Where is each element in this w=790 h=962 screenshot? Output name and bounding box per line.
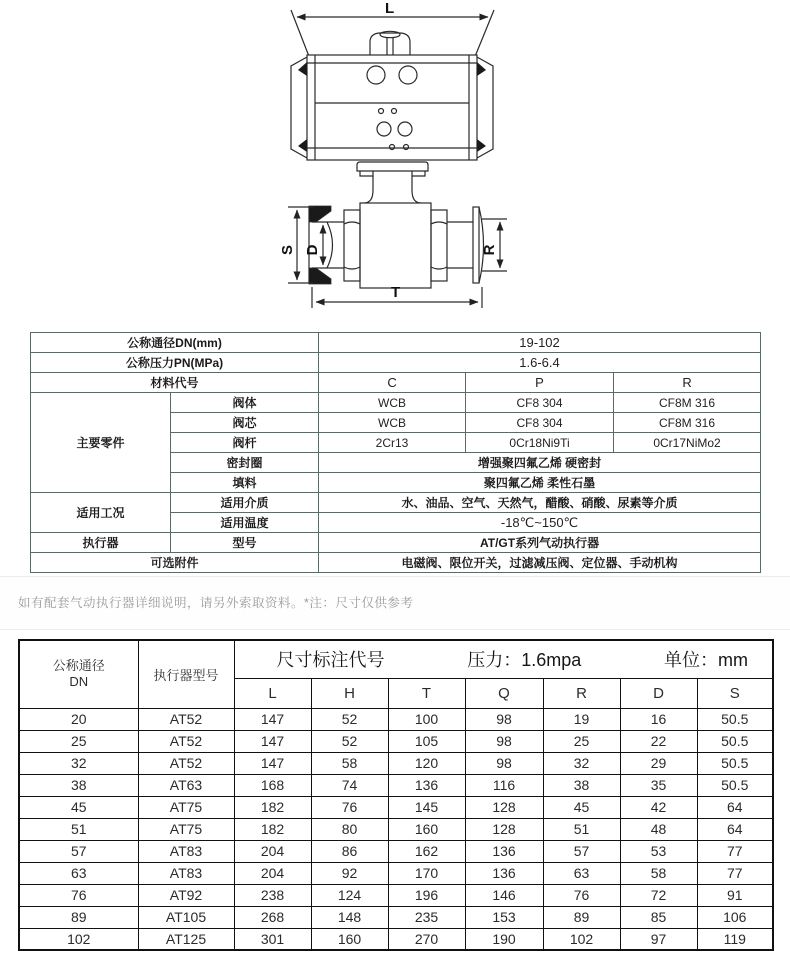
table-cell: 120: [388, 752, 465, 774]
table-row: [19, 730, 773, 752]
spec-value: 19-102: [319, 333, 761, 353]
table-cell: 42: [620, 796, 697, 818]
table-cell: 128: [465, 818, 543, 840]
table-row: [19, 884, 773, 906]
table-cell: 105: [388, 730, 465, 752]
table-cell: 168: [234, 774, 311, 796]
table-cell: 63: [543, 862, 620, 884]
table-cell: 50.5: [697, 730, 773, 752]
table-cell: 136: [388, 774, 465, 796]
table-row: [19, 928, 773, 950]
spec-row-accessories: [31, 553, 761, 573]
spec-table: [30, 332, 761, 573]
table-cell: 77: [697, 862, 773, 884]
material-code-c: C: [319, 373, 466, 393]
spec-label: 填料: [171, 473, 319, 493]
dimension-table: [18, 639, 774, 951]
table-cell: 29: [620, 752, 697, 774]
table-cell: 50.5: [697, 774, 773, 796]
table-cell: 50.5: [697, 708, 773, 730]
spec-label: 适用介质: [171, 493, 319, 513]
table-cell: 238: [234, 884, 311, 906]
spec-row-material-code: [31, 373, 761, 393]
actuator-body: [307, 55, 477, 160]
table-cell: 204: [234, 840, 311, 862]
spec-value: WCB: [319, 413, 466, 433]
table-cell: 160: [388, 818, 465, 840]
table-cell: 147: [234, 708, 311, 730]
spec-value: CF8 304: [466, 393, 614, 413]
table-cell: 182: [234, 796, 311, 818]
spec-label: 密封圈: [171, 453, 319, 473]
table-cell: 35: [620, 774, 697, 796]
table-cell: 63: [19, 862, 138, 884]
table-row: [19, 752, 773, 774]
spec-value: 电磁阀、限位开关，过滤减压阀、定位器、手动机构: [319, 553, 761, 573]
table-cell: 80: [311, 818, 388, 840]
dim-title: 尺寸标注代号: [276, 650, 385, 671]
table-cell: 147: [234, 730, 311, 752]
table-cell: 86: [311, 840, 388, 862]
spec-label: 可选附件: [31, 553, 319, 573]
spec-value: 0Cr17NiMo2: [614, 433, 761, 453]
table-cell: AT52: [138, 730, 234, 752]
dim-header-actuator-model: 执行器型号: [138, 640, 234, 708]
dim-col-T: T: [388, 678, 465, 708]
table-cell: 16: [620, 708, 697, 730]
spec-label: 适用温度: [171, 513, 319, 533]
table-row: [19, 796, 773, 818]
valve-body: [309, 203, 484, 288]
spec-label: 阀体: [171, 393, 319, 413]
table-cell: 235: [388, 906, 465, 928]
table-cell: 147: [234, 752, 311, 774]
spec-group-actuator: 执行器: [31, 533, 171, 553]
spec-value: CF8M 316: [614, 393, 761, 413]
table-row: [19, 840, 773, 862]
spec-value: CF8 304: [466, 413, 614, 433]
spec-row-valve-body: [31, 393, 761, 413]
table-cell: 124: [311, 884, 388, 906]
mounting-bracket: [357, 162, 428, 203]
dim-col-S: S: [697, 678, 773, 708]
table-row: [19, 774, 773, 796]
dim-label-D: D: [304, 244, 321, 256]
table-cell: 116: [465, 774, 543, 796]
note-text: 如有配套气动执行器详细说明，请另外索取资料。*注：尺寸仅供参考: [18, 596, 414, 610]
spec-value: 2Cr13: [319, 433, 466, 453]
dim-label-S: S: [279, 244, 296, 256]
table-cell: 301: [234, 928, 311, 950]
table-cell: 148: [311, 906, 388, 928]
table-cell: 145: [388, 796, 465, 818]
table-cell: 146: [465, 884, 543, 906]
table-cell: 52: [311, 708, 388, 730]
spec-value: 增强聚四氟乙烯 硬密封: [319, 453, 761, 473]
dim-table-title-row: [19, 640, 773, 678]
table-row: [19, 862, 773, 884]
spec-label: 材料代号: [31, 373, 319, 393]
spec-value: CF8M 316: [614, 413, 761, 433]
table-cell: 98: [465, 730, 543, 752]
spec-row-medium: [31, 493, 761, 513]
spec-value: AT/GT系列气动执行器: [319, 533, 761, 553]
note-strip: [0, 576, 790, 630]
table-cell: 58: [620, 862, 697, 884]
table-row: [19, 708, 773, 730]
table-cell: 92: [311, 862, 388, 884]
table-cell: 76: [19, 884, 138, 906]
table-cell: 76: [543, 884, 620, 906]
table-cell: 51: [19, 818, 138, 840]
spec-group-main-parts: 主要零件: [31, 393, 171, 493]
table-cell: 106: [697, 906, 773, 928]
table-cell: 57: [543, 840, 620, 862]
dim-col-L: L: [234, 678, 311, 708]
table-cell: 57: [19, 840, 138, 862]
spec-row-dn: [31, 333, 761, 353]
table-cell: 32: [543, 752, 620, 774]
table-cell: 48: [620, 818, 697, 840]
spec-group-conditions: 适用工况: [31, 493, 171, 533]
dim-header-dn-line2: DN: [69, 674, 89, 690]
dim-header-title-cell: [234, 640, 773, 678]
table-cell: 190: [465, 928, 543, 950]
table-cell: 100: [388, 708, 465, 730]
table-cell: 170: [388, 862, 465, 884]
table-cell: 64: [697, 818, 773, 840]
dim-label-L: L: [385, 0, 395, 17]
table-cell: 38: [543, 774, 620, 796]
dim-col-R: R: [543, 678, 620, 708]
table-cell: AT125: [138, 928, 234, 950]
dim-header-dn: [19, 640, 138, 708]
material-code-r: R: [614, 373, 761, 393]
spec-value: 聚四氟乙烯 柔性石墨: [319, 473, 761, 493]
spec-value: 0Cr18Ni9Ti: [466, 433, 614, 453]
table-cell: AT105: [138, 906, 234, 928]
table-cell: 91: [697, 884, 773, 906]
table-cell: 51: [543, 818, 620, 840]
table-row: [19, 818, 773, 840]
table-cell: 128: [465, 796, 543, 818]
spec-value: 水、油品、空气、天然气，醋酸、硝酸、尿素等介质: [319, 493, 761, 513]
spec-label: 阀芯: [171, 413, 319, 433]
dim-unit: 单位：mm: [664, 650, 749, 671]
table-cell: 98: [465, 708, 543, 730]
table-cell: AT83: [138, 862, 234, 884]
dim-col-D: D: [620, 678, 697, 708]
table-cell: AT92: [138, 884, 234, 906]
table-cell: 89: [543, 906, 620, 928]
table-cell: 153: [465, 906, 543, 928]
table-cell: 53: [620, 840, 697, 862]
table-cell: 74: [311, 774, 388, 796]
table-cell: 102: [543, 928, 620, 950]
dim-col-Q: Q: [465, 678, 543, 708]
spec-value: WCB: [319, 393, 466, 413]
table-cell: 89: [19, 906, 138, 928]
table-cell: AT63: [138, 774, 234, 796]
table-cell: AT75: [138, 796, 234, 818]
table-cell: 270: [388, 928, 465, 950]
table-cell: 77: [697, 840, 773, 862]
table-cell: 182: [234, 818, 311, 840]
table-cell: 268: [234, 906, 311, 928]
dim-pressure: 压力：1.6mpa: [467, 650, 582, 671]
table-cell: 25: [543, 730, 620, 752]
table-cell: 204: [234, 862, 311, 884]
table-cell: 32: [19, 752, 138, 774]
valve-technical-drawing: [0, 0, 790, 332]
dim-header-dn-line1: 公称通径: [52, 658, 105, 673]
material-code-p: P: [466, 373, 614, 393]
spec-label: 阀杆: [171, 433, 319, 453]
table-cell: AT52: [138, 708, 234, 730]
table-cell: AT75: [138, 818, 234, 840]
table-cell: 136: [465, 862, 543, 884]
dim-col-H: H: [311, 678, 388, 708]
spec-label: 公称通径DN(mm): [31, 333, 319, 353]
table-cell: 52: [311, 730, 388, 752]
table-cell: AT83: [138, 840, 234, 862]
table-cell: 45: [19, 796, 138, 818]
dim-label-T: T: [391, 284, 401, 301]
table-cell: 20: [19, 708, 138, 730]
table-cell: 38: [19, 774, 138, 796]
drawing-svg: [0, 0, 790, 332]
table-cell: 58: [311, 752, 388, 774]
table-cell: 162: [388, 840, 465, 862]
table-cell: 160: [311, 928, 388, 950]
table-cell: 64: [697, 796, 773, 818]
table-cell: 45: [543, 796, 620, 818]
spec-label: 公称压力PN(MPa): [31, 353, 319, 373]
table-cell: 97: [620, 928, 697, 950]
table-row: [19, 906, 773, 928]
dim-label-R: R: [481, 244, 498, 256]
table-cell: 50.5: [697, 752, 773, 774]
air-port: [370, 31, 410, 55]
spec-value: 1.6-6.4: [319, 353, 761, 373]
spec-row-actuator: [31, 533, 761, 553]
spec-value: -18℃~150℃: [319, 513, 761, 533]
table-cell: AT52: [138, 752, 234, 774]
table-cell: 72: [620, 884, 697, 906]
table-cell: 76: [311, 796, 388, 818]
table-cell: 98: [465, 752, 543, 774]
spec-row-pn: [31, 353, 761, 373]
table-cell: 119: [697, 928, 773, 950]
table-cell: 25: [19, 730, 138, 752]
table-cell: 19: [543, 708, 620, 730]
table-cell: 136: [465, 840, 543, 862]
table-cell: 85: [620, 906, 697, 928]
table-cell: 102: [19, 928, 138, 950]
table-cell: 196: [388, 884, 465, 906]
dim-table-body: [19, 708, 773, 950]
table-cell: 22: [620, 730, 697, 752]
spec-label: 型号: [171, 533, 319, 553]
